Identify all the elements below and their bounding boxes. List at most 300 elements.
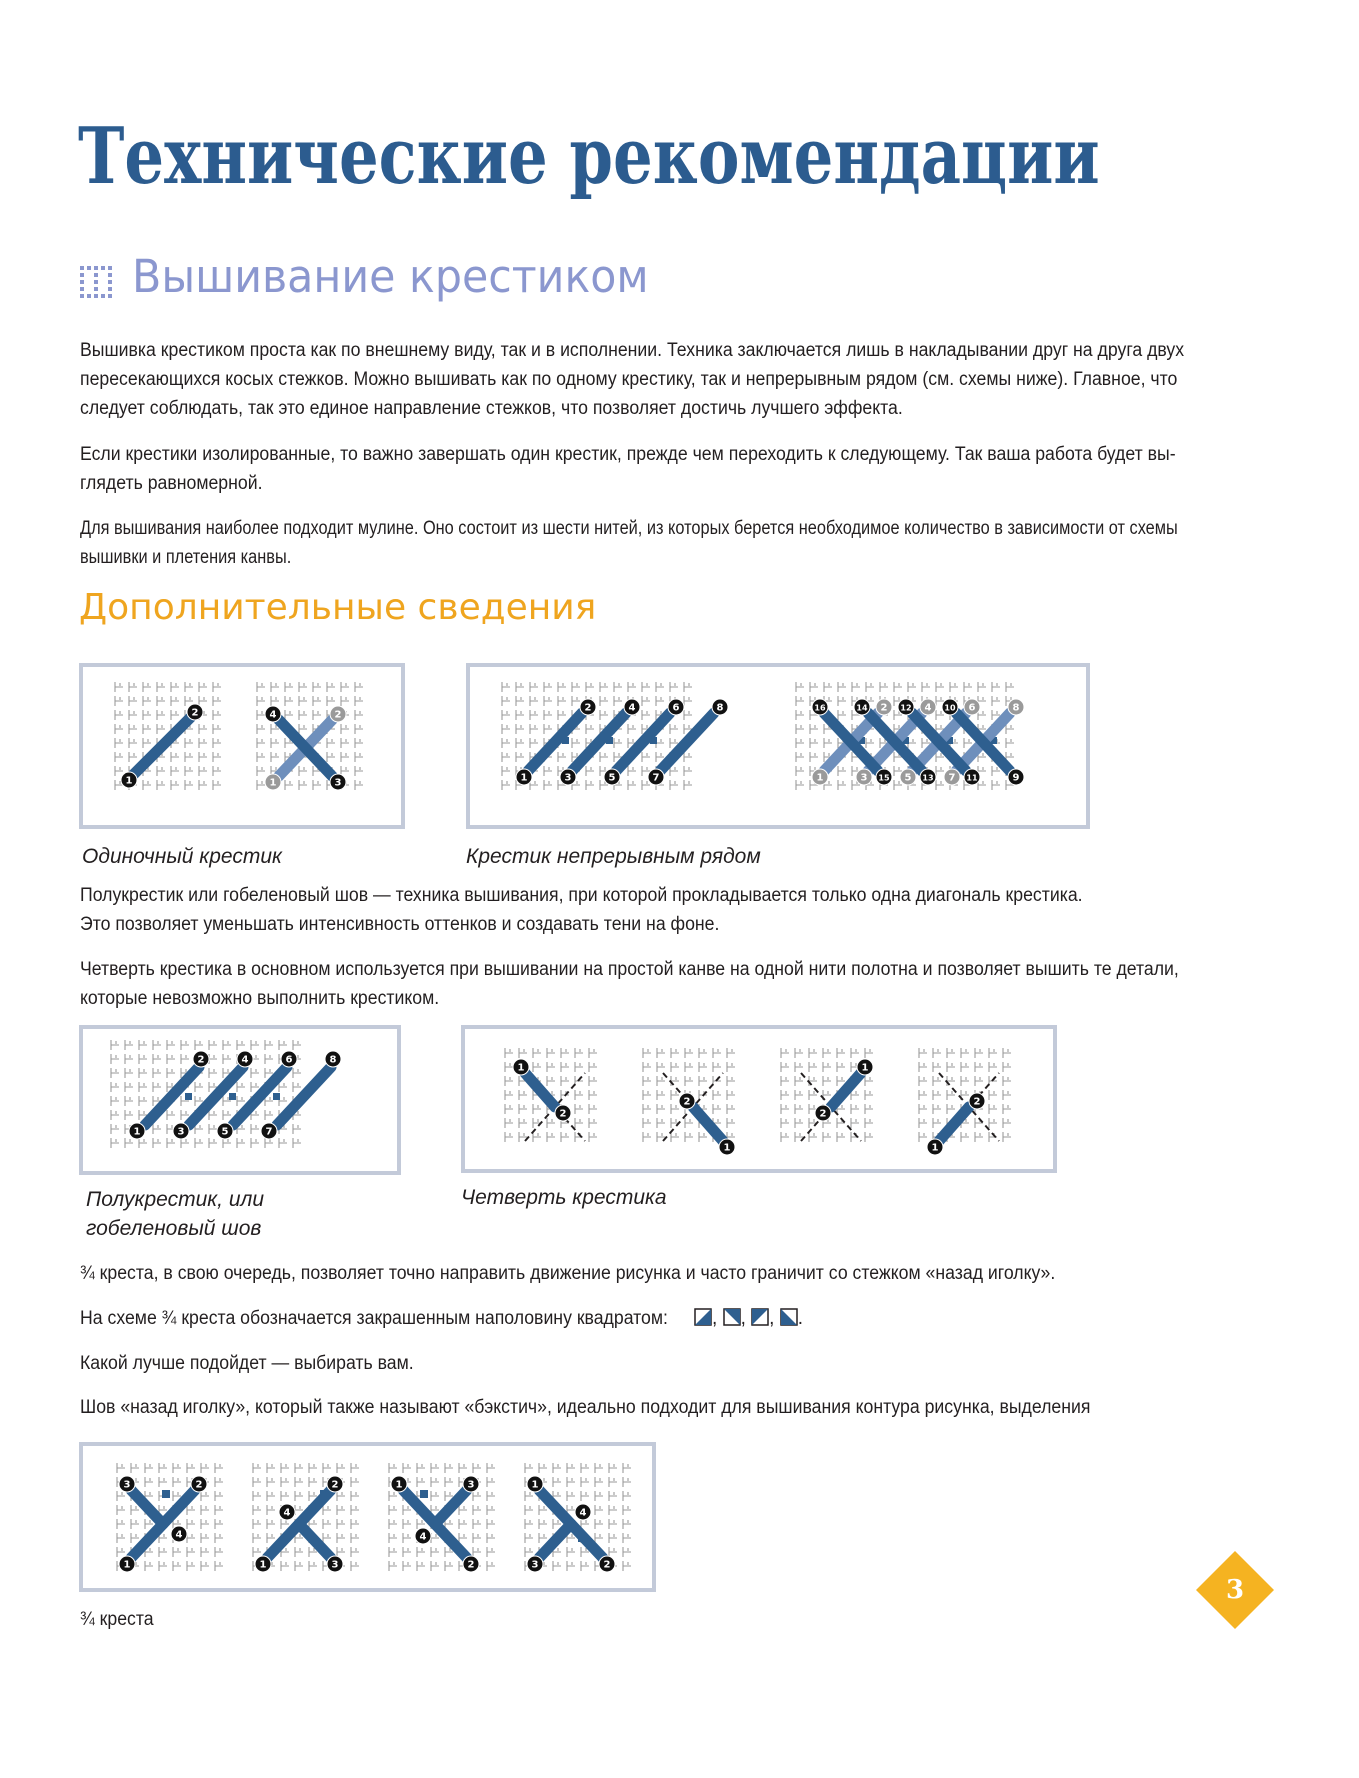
canvas-cell (600, 710, 608, 720)
canvas-cell (553, 1519, 561, 1529)
stitch-number-marker (876, 769, 892, 785)
canvas-cell (781, 1104, 789, 1114)
canvas-cell (628, 724, 636, 734)
canvas-cell (796, 696, 804, 706)
canvas-cell (525, 1519, 533, 1529)
canvas-cell (389, 1519, 397, 1529)
canvas-cell (539, 1463, 547, 1473)
canvas-cell (285, 696, 293, 706)
marker-number: 4 (241, 1054, 249, 1066)
canvas-cell (389, 1561, 397, 1571)
canvas-cell (670, 766, 678, 776)
canvas-cell (117, 1463, 125, 1473)
canvas-cell (628, 766, 636, 776)
canvas-cell (657, 1090, 665, 1100)
stitch-number-marker (463, 1476, 479, 1492)
canvas-cell (572, 738, 580, 748)
canvas-cell (299, 710, 307, 720)
canvas-cell (516, 738, 524, 748)
canvas-cell (445, 1561, 453, 1571)
canvas-cell (143, 710, 151, 720)
canvas-cell (670, 682, 678, 692)
canvas-cell (265, 1110, 273, 1120)
canvas-cell (975, 1076, 983, 1086)
caption-quarter-cross: Четверть крестика (461, 1186, 667, 1209)
canvas-cell (961, 1048, 969, 1058)
canvas-cell (657, 1104, 665, 1114)
marker-number: 3 (467, 1479, 475, 1491)
marker-number: 1 (861, 1062, 869, 1074)
canvas-cell (530, 738, 538, 748)
marker-number: 3 (123, 1479, 131, 1491)
canvas-cell (351, 1463, 359, 1473)
canvas-cell (671, 1090, 679, 1100)
canvas-cell (670, 780, 678, 790)
marker-number: 1 (531, 1479, 539, 1491)
figure-half-cross (79, 1025, 401, 1175)
isolated-line-1: Если крестики изолированные, то важно завершать один крестик, прежде чем переходить к следующему. Так ваша работа будет вы- (80, 444, 1176, 465)
canvas-cell (195, 1124, 203, 1134)
scheme-paragraph (80, 1304, 803, 1333)
canvas-cell (341, 766, 349, 776)
canvas-cell (111, 1040, 119, 1050)
canvas-cell (796, 724, 804, 734)
marker-number: 2 (603, 1559, 611, 1571)
canvas-cell (623, 1561, 631, 1571)
canvas-cell (265, 1096, 273, 1106)
canvas-cell (727, 1118, 735, 1128)
canvas-cell (628, 780, 636, 790)
canvas-cell (213, 766, 221, 776)
canvas-cell (389, 1547, 397, 1557)
canvas-cell (919, 1132, 927, 1142)
stitch-number-marker (668, 699, 684, 715)
stitch-number-marker (1008, 699, 1024, 715)
canvas-cell (505, 1132, 513, 1142)
canvas-cell (685, 1048, 693, 1058)
canvas-cell (567, 1477, 575, 1487)
canvas-cell (323, 1519, 331, 1529)
canvas-cell (866, 682, 874, 692)
canvas-cell (257, 766, 265, 776)
canvas-cell (323, 1533, 331, 1543)
canvas-cell (933, 1118, 941, 1128)
canvas-cell (865, 1118, 873, 1128)
canvas-cell (209, 1138, 217, 1148)
canvas-cell (145, 1477, 153, 1487)
canvas-cell (199, 780, 207, 790)
canvas-cell (159, 1463, 167, 1473)
canvas-cell (459, 1505, 467, 1515)
canvas-cell (337, 1519, 345, 1529)
canvas-cell (281, 1519, 289, 1529)
canvas-cell (950, 682, 958, 692)
stitch-number-marker (854, 699, 870, 715)
canvas-cell (795, 1076, 803, 1086)
canvas-cell (281, 1477, 289, 1487)
canvas-cell (685, 1118, 693, 1128)
canvas-cell (271, 738, 279, 748)
canvas-cell (781, 1062, 789, 1072)
canvas-cell (539, 1519, 547, 1529)
stitch-number-marker (191, 1476, 207, 1492)
canvas-cell (684, 682, 692, 692)
canvas-cell (337, 1491, 345, 1501)
canvas-cell (547, 1132, 555, 1142)
canvas-cell (642, 752, 650, 762)
canvas-cell (267, 1533, 275, 1543)
canvas-cell (473, 1547, 481, 1557)
canvas-cell (129, 724, 137, 734)
canvas-cell (341, 696, 349, 706)
stitch-number-marker (679, 1093, 695, 1109)
canvas-cell (838, 682, 846, 692)
canvas-cell (327, 752, 335, 762)
half-square-tr-icon (723, 1308, 741, 1326)
canvas-cell (544, 724, 552, 734)
canvas-cell (553, 1561, 561, 1571)
canvas-cell (623, 1505, 631, 1515)
canvas-cell (581, 1561, 589, 1571)
canvas-cell (487, 1505, 495, 1515)
canvas-cell (213, 738, 221, 748)
canvas-cell (201, 1505, 209, 1515)
canvas-cell (281, 1491, 289, 1501)
marker-number: 2 (195, 1479, 203, 1491)
canvas-cell (323, 1505, 331, 1515)
stitch-number-marker (580, 699, 596, 715)
canvas-cell (143, 780, 151, 790)
marker-number: 3 (331, 1559, 339, 1571)
marker-number: 4 (924, 702, 932, 714)
canvas-cell (781, 1048, 789, 1058)
marker-number: 16 (814, 703, 826, 713)
canvas-cell (1003, 1104, 1011, 1114)
marker-number: 3 (531, 1559, 539, 1571)
canvas-cell (129, 696, 137, 706)
canvas-cell (614, 696, 622, 706)
canvas-cell (237, 1096, 245, 1106)
canvas-cell (623, 1519, 631, 1529)
canvas-cell (609, 1519, 617, 1529)
canvas-cell (505, 1048, 513, 1058)
stitch-number-marker (217, 1123, 233, 1139)
stitch-number-marker (527, 1476, 543, 1492)
stitch-number-marker (121, 772, 137, 788)
marker-number: 1 (723, 1142, 731, 1154)
row-cross-diagram (470, 667, 1086, 825)
canvas-cell (727, 1090, 735, 1100)
canvas-cell (575, 1048, 583, 1058)
canvas-cell (823, 1048, 831, 1058)
stitch-number-marker (527, 1556, 543, 1572)
canvas-cell (525, 1463, 533, 1473)
canvas-cell (351, 1491, 359, 1501)
canvas-cell (643, 1104, 651, 1114)
stitch-number-marker (964, 699, 980, 715)
canvas-cell (417, 1561, 425, 1571)
canvas-cell (171, 696, 179, 706)
canvas-cell (351, 1519, 359, 1529)
canvas-cell (643, 1076, 651, 1086)
dotted-square-icon (80, 266, 114, 300)
canvas-cell (153, 1054, 161, 1064)
canvas-cell (167, 1110, 175, 1120)
canvas-cell (115, 738, 123, 748)
canvas-cell (553, 1463, 561, 1473)
canvas-cell (487, 1547, 495, 1557)
stitch-number-marker (719, 1139, 735, 1155)
canvas-cell (145, 1561, 153, 1571)
canvas-cell (139, 1082, 147, 1092)
canvas-cell (530, 682, 538, 692)
canvas-cell (609, 1505, 617, 1515)
canvas-cell (713, 1048, 721, 1058)
canvas-cell (337, 1463, 345, 1473)
canvas-cell (838, 710, 846, 720)
intro-line-2: пересекающихся косых стежков. Можно вышивать как по одному крестику, так и непрерывным рядом (см. схемы ниже). Главное, что (80, 369, 1178, 390)
canvas-cell (323, 1463, 331, 1473)
canvas-cell (575, 1104, 583, 1114)
canvas-cell (919, 1062, 927, 1072)
canvas-cell (445, 1463, 453, 1473)
stitch-number-marker (604, 769, 620, 785)
canvas-cell (213, 682, 221, 692)
canvas-cell (530, 724, 538, 734)
canvas-cell (187, 1463, 195, 1473)
stitch-number-marker (969, 1093, 985, 1109)
canvas-cell (445, 1519, 453, 1529)
canvas-cell (795, 1090, 803, 1100)
canvas-cell (157, 724, 165, 734)
canvas-cell (129, 682, 137, 692)
canvas-cell (600, 696, 608, 706)
canvas-cell (992, 682, 1000, 692)
canvas-cell (671, 1048, 679, 1058)
canvas-cell (824, 682, 832, 692)
canvas-cell (567, 1491, 575, 1501)
canvas-cell (327, 682, 335, 692)
canvas-cell (173, 1547, 181, 1557)
canvas-cell (656, 696, 664, 706)
figure-three-quarter (79, 1442, 656, 1592)
canvas-cell (215, 1561, 223, 1571)
canvas-cell (684, 696, 692, 706)
canvas-cell (505, 1062, 513, 1072)
canvas-cell (253, 1477, 261, 1487)
canvas-cell (539, 1533, 547, 1543)
canvas-cell (299, 780, 307, 790)
canvas-cell (125, 1068, 133, 1078)
canvas-cell (355, 752, 363, 762)
canvas-cell (823, 1076, 831, 1086)
subsection-title: Дополнительные сведения (79, 587, 597, 628)
canvas-cell (309, 1519, 317, 1529)
canvas-cell (171, 682, 179, 692)
marker-number: 3 (860, 772, 868, 784)
canvas-cell (975, 1048, 983, 1058)
canvas-cell (838, 696, 846, 706)
canvas-cell (267, 1463, 275, 1473)
canvas-cell (351, 1533, 359, 1543)
canvas-cell (823, 1132, 831, 1142)
canvas-cell (600, 752, 608, 762)
canvas-cell (865, 1076, 873, 1086)
canvas-cell (795, 1062, 803, 1072)
canvas-cell (237, 1040, 245, 1050)
canvas-cell (933, 1090, 941, 1100)
canvas-cell (341, 682, 349, 692)
canvas-cell (313, 696, 321, 706)
marker-number: 2 (880, 702, 888, 714)
canvas-cell (643, 1118, 651, 1128)
stitch-number-marker (330, 774, 346, 790)
three-quarter-diagram (83, 1446, 652, 1588)
canvas-cell (417, 1477, 425, 1487)
stitch-number-marker (173, 1123, 189, 1139)
canvas-cell (989, 1118, 997, 1128)
marker-number: 2 (683, 1096, 691, 1108)
canvas-cell (309, 1477, 317, 1487)
canvas-cell (125, 1096, 133, 1106)
canvas-cell (389, 1491, 397, 1501)
scheme-icons (694, 1304, 803, 1333)
canvas-cell (355, 724, 363, 734)
canvas-cell (505, 1090, 513, 1100)
stitch-number-marker (325, 1051, 341, 1067)
marker-number: 2 (331, 1479, 339, 1491)
marker-number: 9 (1012, 772, 1020, 784)
marker-number: 1 (520, 772, 528, 784)
canvas-cell (187, 1561, 195, 1571)
canvas-cell (561, 1062, 569, 1072)
marker-number: 6 (672, 702, 680, 714)
canvas-cell (539, 1505, 547, 1515)
canvas-cell (403, 1519, 411, 1529)
canvas-cell (781, 1118, 789, 1128)
canvas-cell (623, 1477, 631, 1487)
canvas-cell (505, 1076, 513, 1086)
canvas-cell (115, 696, 123, 706)
marker-number: 3 (177, 1126, 185, 1138)
canvas-cell (111, 1124, 119, 1134)
canvas-cell (947, 1090, 955, 1100)
stitch-number-marker (415, 1528, 431, 1544)
canvas-cell (199, 682, 207, 692)
canvas-cell (919, 1048, 927, 1058)
canvas-cell (389, 1505, 397, 1515)
canvas-cell (781, 1132, 789, 1142)
stitch-number-marker (327, 1476, 343, 1492)
canvas-cell (852, 682, 860, 692)
canvas-cell (1003, 1076, 1011, 1086)
canvas-cell (417, 1519, 425, 1529)
canvas-cell (589, 1090, 597, 1100)
canvas-cell (139, 1040, 147, 1050)
canvas-cell (209, 1068, 217, 1078)
intro-line-3: следует соблюдать, так это единое направление стежков, что позволяет достичь лучшего эффекта. (80, 398, 903, 419)
stitch-number-marker (327, 1556, 343, 1572)
canvas-cell (431, 1547, 439, 1557)
canvas-cell (199, 738, 207, 748)
marker-number: 6 (968, 702, 976, 714)
half-square-bl-icon (694, 1308, 712, 1326)
canvas-cell (581, 1477, 589, 1487)
canvas-cell (516, 682, 524, 692)
canvas-cell (502, 710, 510, 720)
marker-number: 3 (334, 777, 342, 789)
canvas-cell (389, 1463, 397, 1473)
canvas-cell (167, 1040, 175, 1050)
canvas-cell (341, 738, 349, 748)
canvas-cell (810, 724, 818, 734)
stitch-number-marker (129, 1123, 145, 1139)
canvas-cell (502, 780, 510, 790)
canvas-cell (609, 1491, 617, 1501)
canvas-cell (810, 738, 818, 748)
canvas-cell (201, 1519, 209, 1529)
stitch-number-marker (513, 1059, 529, 1075)
canvas-cell (145, 1519, 153, 1529)
canvas-cell (295, 1477, 303, 1487)
canvas-cell (589, 1118, 597, 1128)
canvas-cell (215, 1505, 223, 1515)
canvas-cell (213, 696, 221, 706)
canvas-cell (153, 1124, 161, 1134)
single-cross-diagram (83, 667, 401, 825)
canvas-cell (125, 1040, 133, 1050)
canvas-cell (431, 1561, 439, 1571)
canvas-cell (129, 752, 137, 762)
canvas-cell (313, 682, 321, 692)
canvas-cell (558, 682, 566, 692)
canvas-cell (623, 1491, 631, 1501)
canvas-cell (403, 1547, 411, 1557)
canvas-cell (153, 1068, 161, 1078)
canvas-cell (530, 710, 538, 720)
canvas-cell (117, 1491, 125, 1501)
canvas-cell (173, 1561, 181, 1571)
marker-number: 1 (125, 775, 133, 787)
canvas-cell (223, 1054, 231, 1064)
stitch-number-marker (193, 1051, 209, 1067)
canvas-cell (810, 752, 818, 762)
stitch-number-marker (187, 704, 203, 720)
canvas-cell (656, 682, 664, 692)
canvas-cell (117, 1519, 125, 1529)
stitch-number-marker (516, 769, 532, 785)
canvas-cell (285, 780, 293, 790)
canvas-grid (919, 1048, 1011, 1142)
canvas-cell (670, 724, 678, 734)
canvas-cell (1003, 1118, 1011, 1128)
canvas-cell (547, 1062, 555, 1072)
mouline-line-2: вышивки и плетения канвы. (80, 547, 292, 568)
canvas-cell (727, 1048, 735, 1058)
canvas-cell (167, 1054, 175, 1064)
canvas-cell (919, 1104, 927, 1114)
canvas-cell (157, 710, 165, 720)
marker-number: 3 (564, 772, 572, 784)
canvas-cell (195, 1138, 203, 1148)
canvas-cell (201, 1547, 209, 1557)
canvas-cell (978, 682, 986, 692)
canvas-cell (473, 1491, 481, 1501)
marker-number: 4 (269, 709, 277, 721)
canvas-cell (823, 1062, 831, 1072)
canvas-cell (337, 1533, 345, 1543)
canvas-cell (824, 738, 832, 748)
